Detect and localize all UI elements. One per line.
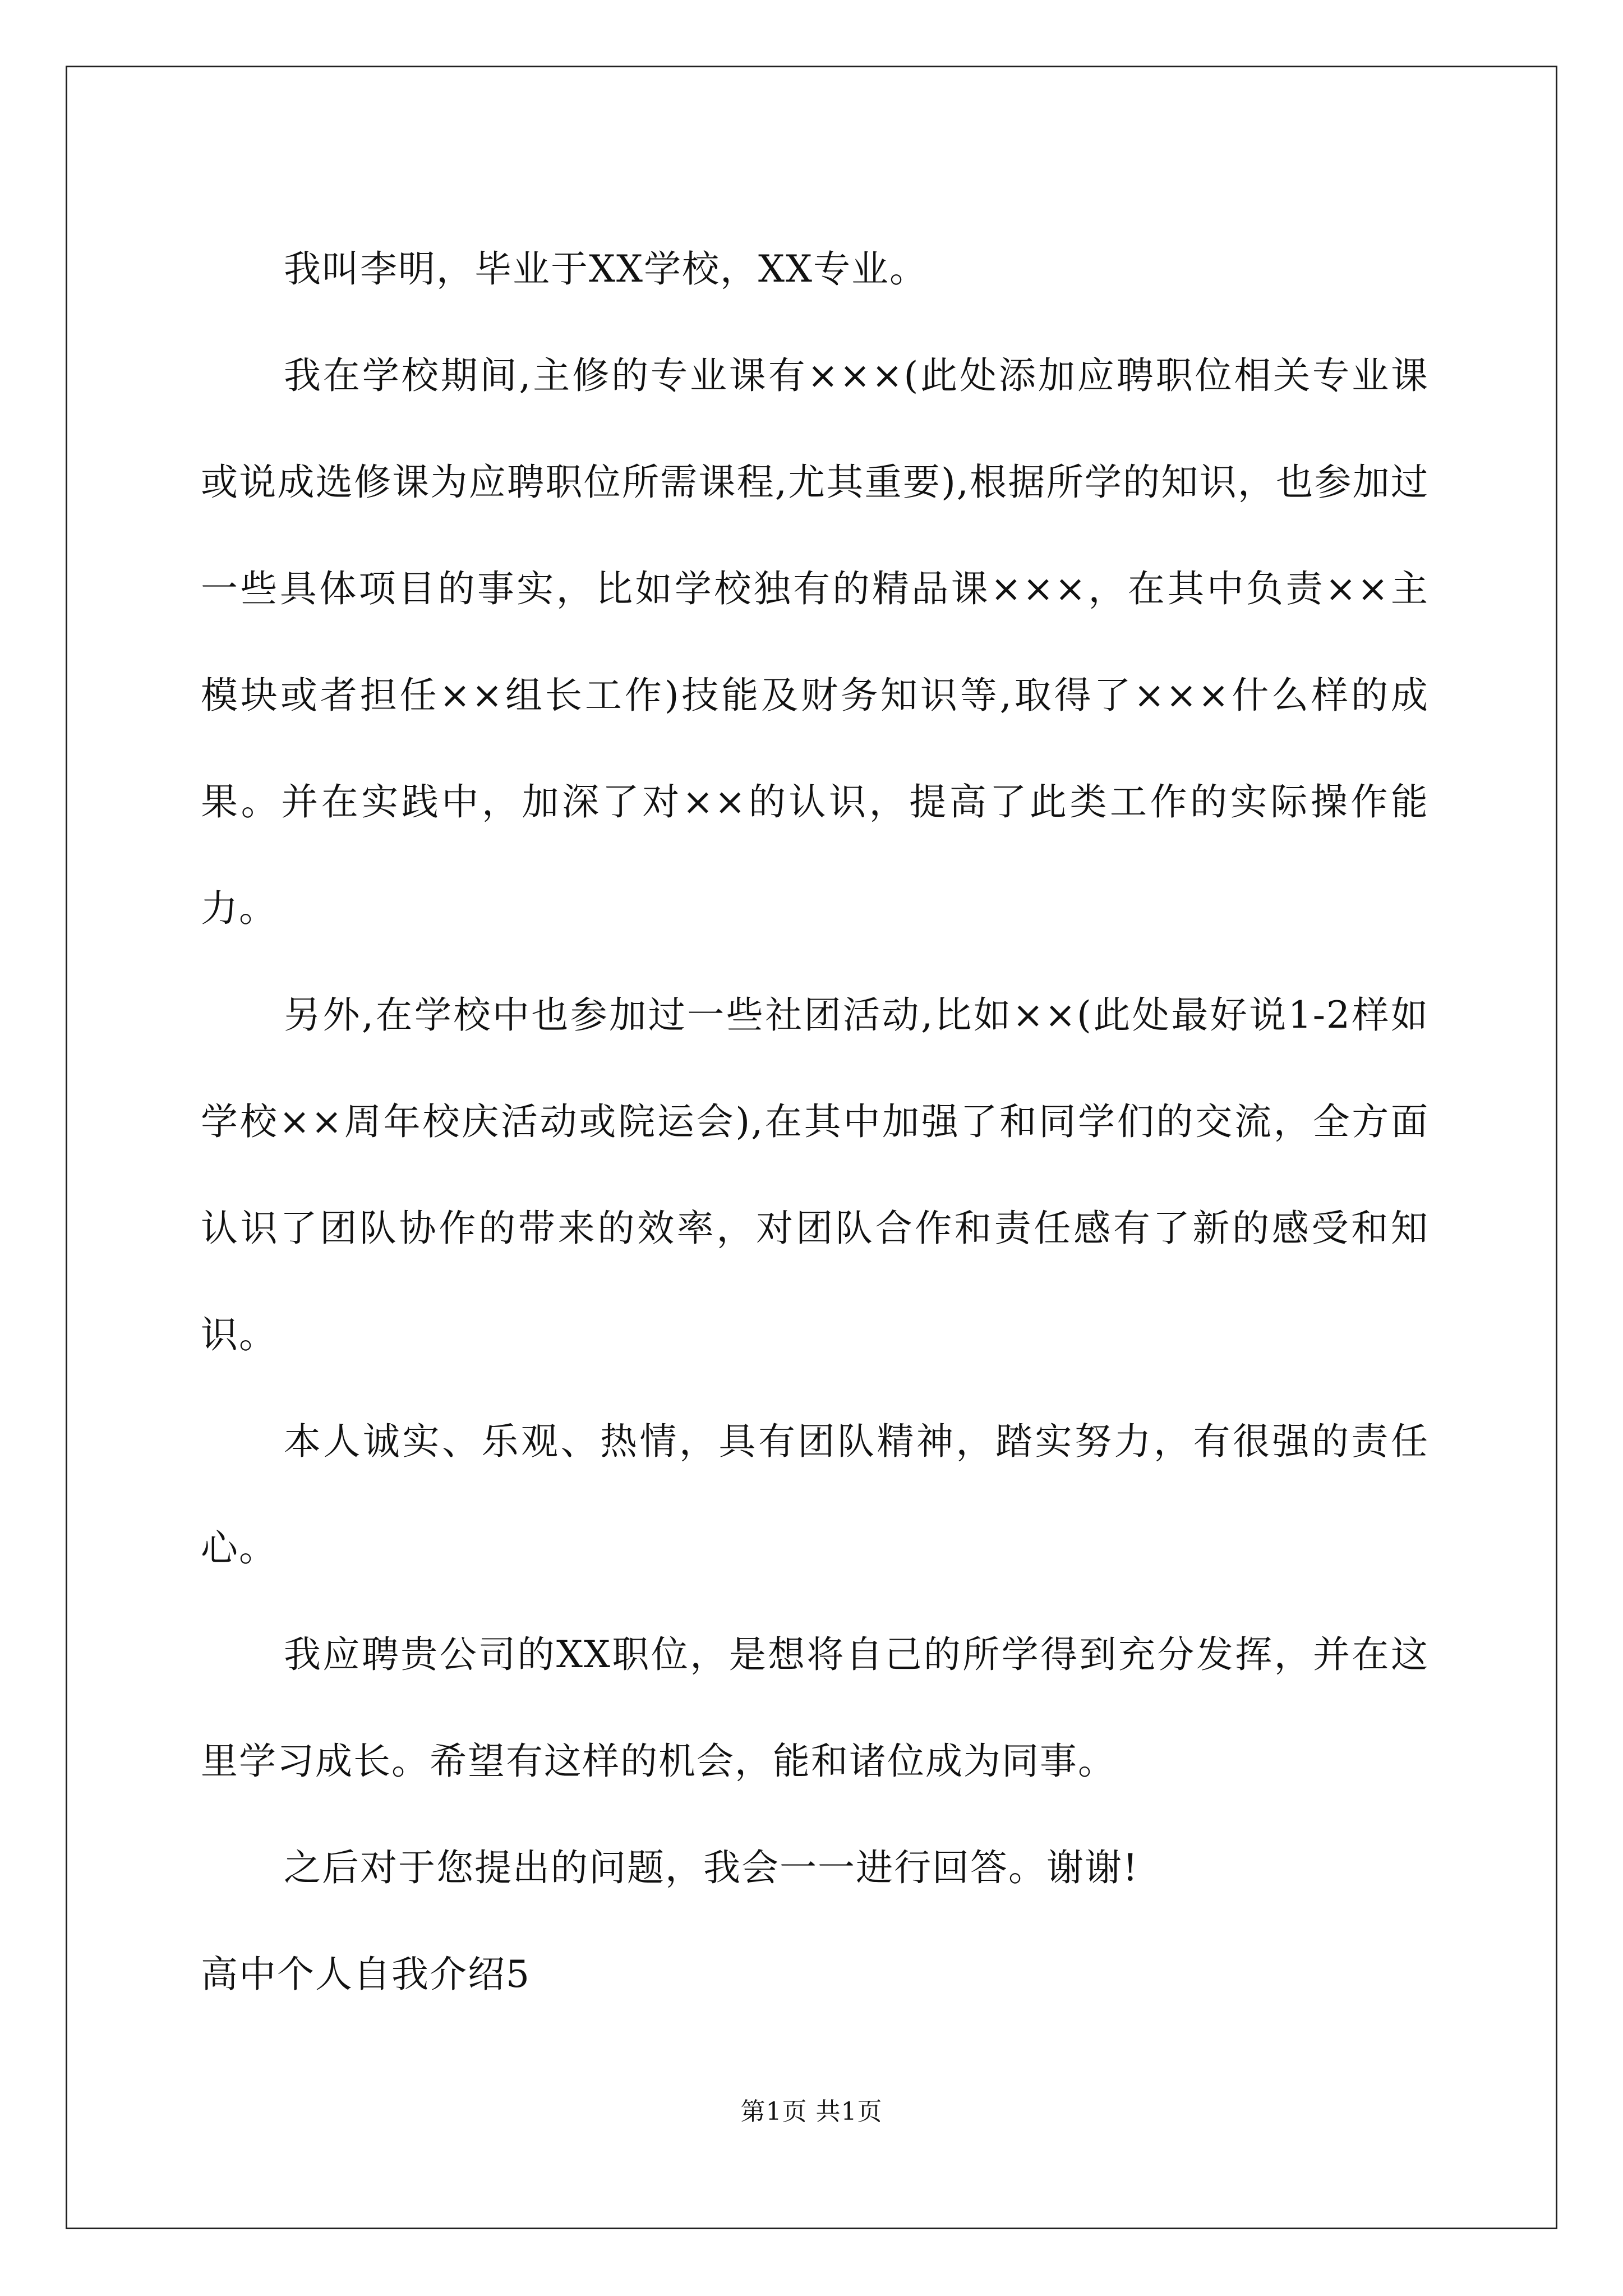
page-footer: 第1页 共1页 <box>740 2097 883 2126</box>
paragraph-intro: 我叫李明，毕业于XX学校，XX专业。 <box>284 247 928 291</box>
paragraph-character: 本人诚实、乐观、热情，具有团队精神，踏实努力，有很强的责任心。 <box>201 1420 1429 1570</box>
paragraph-closing: 之后对于您提出的问题，我会一一进行回答。谢谢! <box>284 1846 1139 1889</box>
section-heading: 高中个人自我介绍5 <box>201 1953 531 1996</box>
paragraph-activities: 另外,在学校中也参加过一些社团活动,比如××(此处最好说1-2样如学校××周年校庆活动或院运会),在其中加强了和同学们的交流，全方面认识了团队协作的带来的效率，对团队合作和责任感有了新的感受和知识。 <box>201 993 1429 1356</box>
paragraph-courses: 我在学校期间,主修的专业课有×××(此处添加应聘职位相关专业课或说成选修课为应聘职位所需课程,尤其重要),根据所学的知识，也参加过一些具体项目的事实，比如学校独有的精品课×××，在其中负责××主模块或者担任××组长工作)技能及财务知识等,取得了×××什么样的成果。并在实践中，加深了对××的认识，提高了此类工作的实际操作能力。 <box>201 354 1429 930</box>
paragraph-application: 我应聘贵公司的XX职位，是想将自己的所学得到充分发挥，并在这里学习成长。希望有这样的机会，能和诸位成为同事。 <box>201 1633 1429 1783</box>
document-body <box>201 216 1429 2028</box>
